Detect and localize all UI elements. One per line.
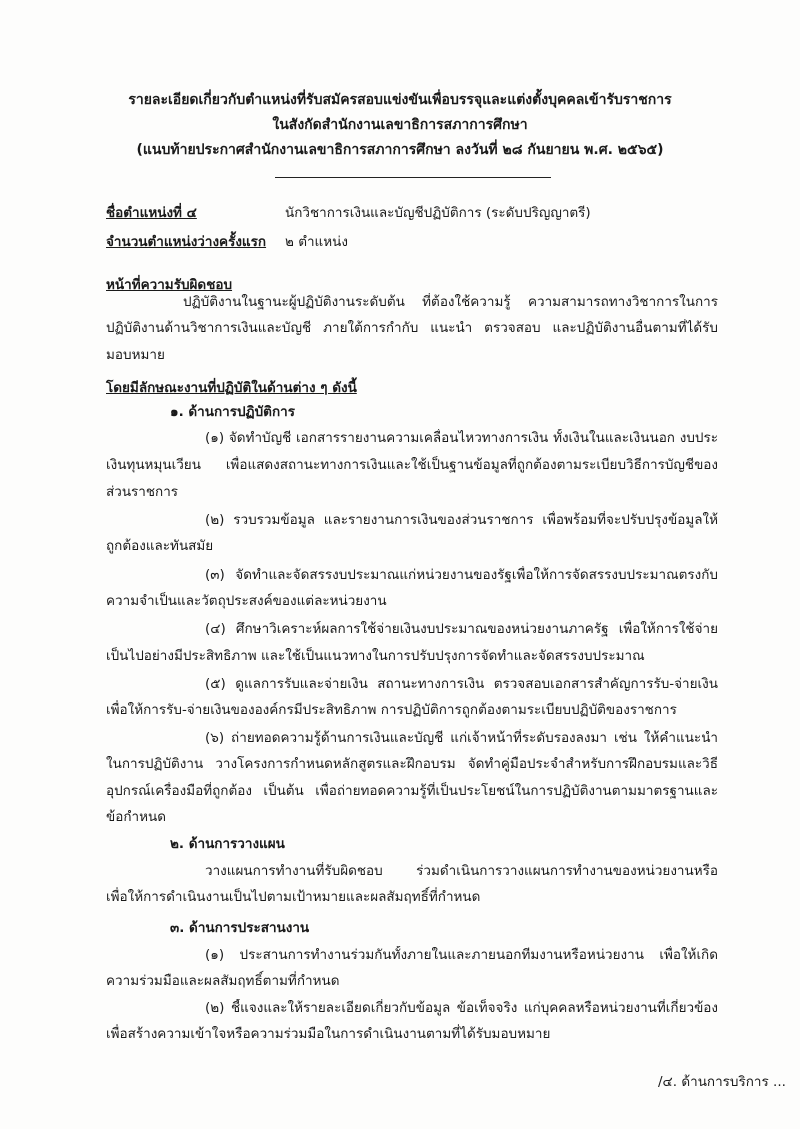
- paragraph-line: (๖) ถ่ายทอดความรู้ด้านการเงินและบัญชี แก่เจ้าหน้าที่ระดับรองลงมา เช่น ให้คำแนะนำ: [205, 730, 718, 746]
- position-name-value: นักวิชาการเงินและบัญชีปฏิบัติการ (ระดับปริญญาตรี): [285, 205, 591, 221]
- paragraph-line: เงินทุนหมุนเวียน เพื่อแสดงสถานะทางการเงินและใช้เป็นฐานข้อมูลที่ถูกต้องตามระเบียบวิธีการบัญชีของ: [106, 457, 718, 473]
- paragraph-line: (๑) ประสานการทำงานร่วมกันทั้งภายในและภายนอกทีมงานหรือหน่วยงาน เพื่อให้เกิด: [205, 947, 718, 963]
- title-line: ในสังกัดสำนักงานเลขาธิการสภาการศึกษา: [272, 117, 528, 133]
- paragraph-line: เพื่อให้การดำเนินงานเป็นไปตามเป้าหมายและผลสัมฤทธิ์ที่กำหนด: [106, 889, 481, 905]
- paragraph-line: ข้อกำหนด: [106, 809, 166, 825]
- paragraph-line: (๓) จัดทำและจัดสรรงบประมาณแก่หน่วยงานของรัฐเพื่อให้การจัดสรรงบประมาณตรงกับ: [205, 567, 718, 583]
- vacancy-count-label: จำนวนตำแหน่งว่างครั้งแรก: [106, 234, 267, 250]
- paragraph-line: ปฏิบัติงานด้านวิชาการเงินและบัญชี ภายใต้การกำกับ แนะนำ ตรวจสอบ และปฏิบัติงานอื่นตามที่ได้รับ: [106, 320, 718, 336]
- section-title: ๑. ด้านการปฏิบัติการ: [170, 404, 295, 420]
- title-line: (แนบท้ายประกาศสำนักงานเลขาธิการสภาการศึกษา ลงวันที่ ๒๘ กันยายน พ.ศ. ๒๕๖๕): [136, 142, 664, 158]
- continuation-note: /๔. ด้านการบริการ ...: [658, 1074, 786, 1090]
- responsibilities-heading: หน้าที่ความรับผิดชอบ: [106, 277, 233, 293]
- paragraph-line: วางแผนการทำงานที่รับผิดชอบ ร่วมดำเนินการวางแผนการทำงานของหน่วยงานหรือ: [205, 863, 718, 879]
- title-divider: [275, 177, 551, 178]
- paragraph-line: ปฏิบัติงานในฐานะผู้ปฏิบัติงานระดับต้น ที่ต้องใช้ความรู้ ความสามารถทางวิชาการในการ: [183, 294, 718, 310]
- title-line: รายละเอียดเกี่ยวกับตำแหน่งที่รับสมัครสอบแข่งขันเพื่อบรรจุและแต่งตั้งบุคคลเข้ารับราชการ: [128, 92, 672, 108]
- paragraph-line: ส่วนราชการ: [106, 484, 179, 500]
- paragraph-line: ในการปฏิบัติงาน วางโครงการกำหนดหลักสูตรและฝึกอบรม จัดทำคู่มือประจำสำหรับการฝึกอบรมและวิธี: [106, 756, 718, 772]
- paragraph-line: เพื่อให้การรับ-จ่ายเงินขององค์กรมีประสิทธิภาพ การปฏิบัติการถูกต้องตามระเบียบปฏิบัติของราชการ: [106, 702, 677, 718]
- paragraph-line: (๒) ชี้แจงและให้รายละเอียดเกี่ยวกับข้อมูล ข้อเท็จจริง แก่บุคคลหรือหน่วยงานที่เกี่ยวข้อง: [205, 1000, 718, 1016]
- paragraph-line: ความจำเป็นและวัตถุประสงค์ของแต่ละหน่วยงาน: [106, 593, 387, 609]
- paragraph-line: (๔) ศึกษาวิเคราะห์ผลการใช้จ่ายเงินงบประมาณของหน่วยงานภาครัฐ เพื่อให้การใช้จ่าย: [205, 621, 718, 637]
- position-name-label: ชื่อตำแหน่งที่ ๔: [106, 205, 197, 221]
- paragraph-line: (๑) จัดทำบัญชี เอกสารรายงานความเคลื่อนไหวทางการเงิน ทั้งเงินในและเงินนอก งบประ: [205, 430, 718, 446]
- paragraph-line: (๕) ดูแลการรับและจ่ายเงิน สถานะทางการเงิน ตรวจสอบเอกสารสำคัญการรับ-จ่ายเงิน: [205, 676, 718, 692]
- paragraph-line: ความร่วมมือและผลสัมฤทธิ์ตามที่กำหนด: [106, 973, 340, 989]
- paragraph-line: ถูกต้องและทันสมัย: [106, 538, 214, 554]
- section-title: ๒. ด้านการวางแผน: [170, 836, 285, 852]
- tasks-heading: โดยมีลักษณะงานที่ปฏิบัติในด้านต่าง ๆ ดังนี้: [106, 380, 357, 396]
- paragraph-line: มอบหมาย: [106, 347, 165, 363]
- paragraph-line: เพื่อสร้างความเข้าใจหรือความร่วมมือในการดำเนินงานตามที่ได้รับมอบหมาย: [106, 1026, 551, 1042]
- paragraph-line: (๒) รวบรวมข้อมูล และรายงานการเงินของส่วนราชการ เพื่อพร้อมที่จะปรับปรุงข้อมูลให้: [205, 512, 718, 528]
- section-title: ๓. ด้านการประสานงาน: [170, 920, 310, 936]
- paragraph-line: อุปกรณ์เครื่องมือที่ถูกต้อง เป็นต้น เพื่อถ่ายทอดความรู้ที่เป็นประโยชน์ในการปฏิบัติงานตามมาตรฐานและ: [106, 783, 718, 799]
- paragraph-line: เป็นไปอย่างมีประสิทธิภาพ และใช้เป็นแนวทางในการปรับปรุงการจัดทำและจัดสรรงบประมาณ: [106, 648, 645, 664]
- vacancy-count-value: ๒ ตำแหน่ง: [285, 234, 348, 250]
